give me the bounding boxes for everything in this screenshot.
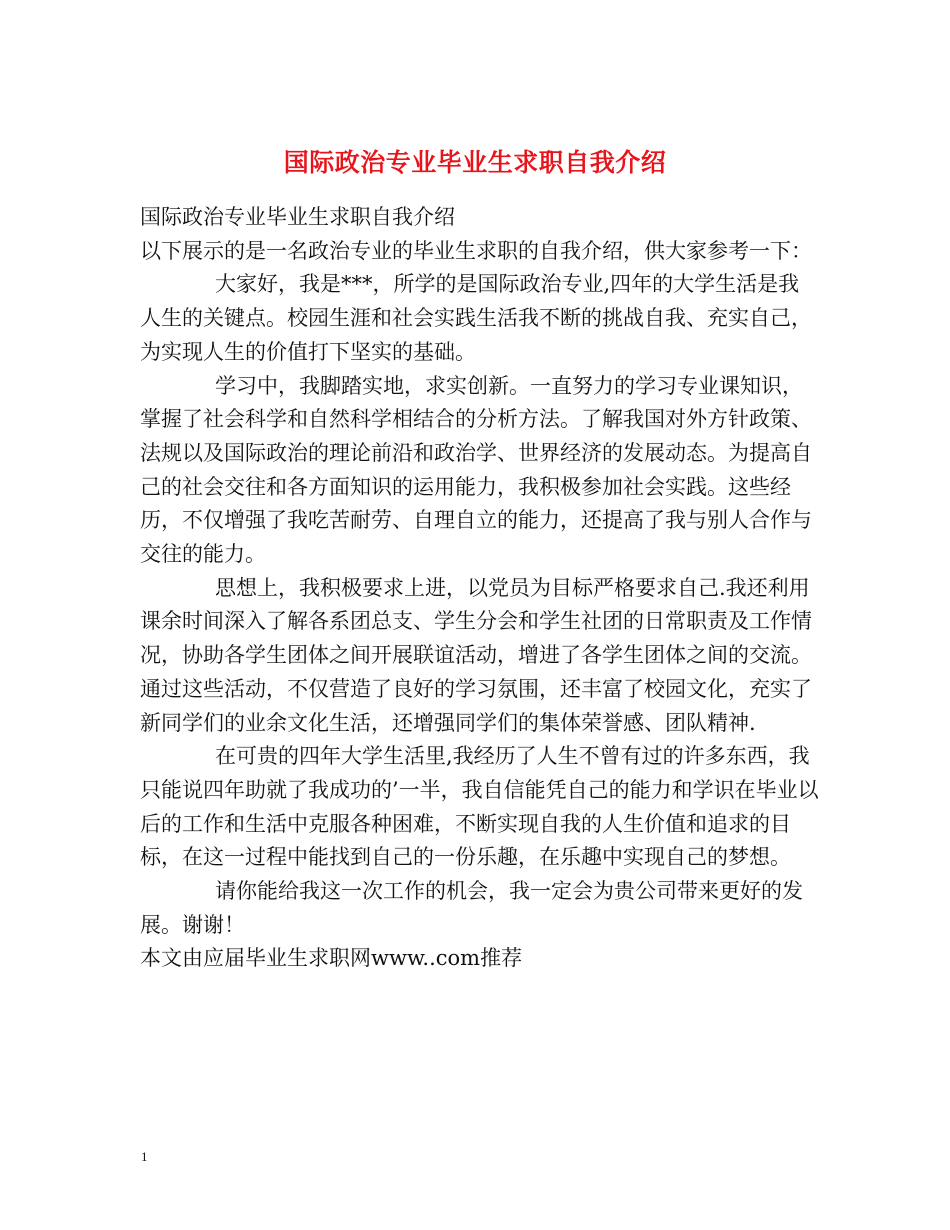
page-number: 1 <box>141 1149 148 1164</box>
paragraph-study: 学习中，我脚踏实地，求实创新。一直努力的学习专业课知识，掌握了社会科学和自然科学相结合的分析方法。了解我国对外方针政策、法规以及国际政治的理论前沿和政治学、世界经济的发展动态。为提高自己的社会交往和各方面知识的运用能力，我积极参加社会实践。这些经历，不仅增强了我吃苦耐劳、自理自立的能力，还提高了我与别人合作与交往的能力。 <box>140 373 812 567</box>
paragraph-experience: 在可贵的四年大学生活里,我经历了人生不曾有过的许多东西，我只能说四年助就了我成功的’一半，我自信能凭自己的能力和学识在毕业以后的工作和生活中克服各种困难，不断实现自我的人生价值和追求的目标，在这一过程中能找到自己的一份乐趣，在乐趣中实现自己的梦想。 <box>140 744 819 870</box>
paragraph-greeting: 大家好，我是***，所学的是国际政治专业,四年的大学生活是我人生的关键点。校园生涯和社会实践生活我不断的挑战自我、充实自己，为实现人生的价值打下坚实的基础。 <box>140 272 812 364</box>
intro-line: 以下展示的是一名政治专业的毕业生求职的自我介绍，供大家参考一下： <box>140 238 812 263</box>
paragraph-closing: 请你能给我这一次工作的机会，我一定会为贵公司带来更好的发展。谢谢！ <box>140 879 803 937</box>
footer-note: 本文由应届毕业生求职网www..com推荐 <box>140 946 523 971</box>
document-heading: 国际政治专业毕业生求职自我介绍 <box>140 205 455 229</box>
document-body <box>140 201 820 976</box>
paragraph-ideology: 思想上，我积极要求上进，以党员为目标严格要求自己.我还利用课余时间深入了解各系团总支、学生分会和学生社团的日常职责及工作情况，协助各学生团体之间开展联谊活动，增进了各学生团体之间的交流。通过这些活动，不仅营造了良好的学习氛围，还丰富了校园文化，充实了新同学们的业余文化生活，还增强同学们的集体荣誉感、团队精神. <box>140 575 812 735</box>
page-title: 国际政治专业毕业生求职自我介绍 <box>283 147 667 177</box>
